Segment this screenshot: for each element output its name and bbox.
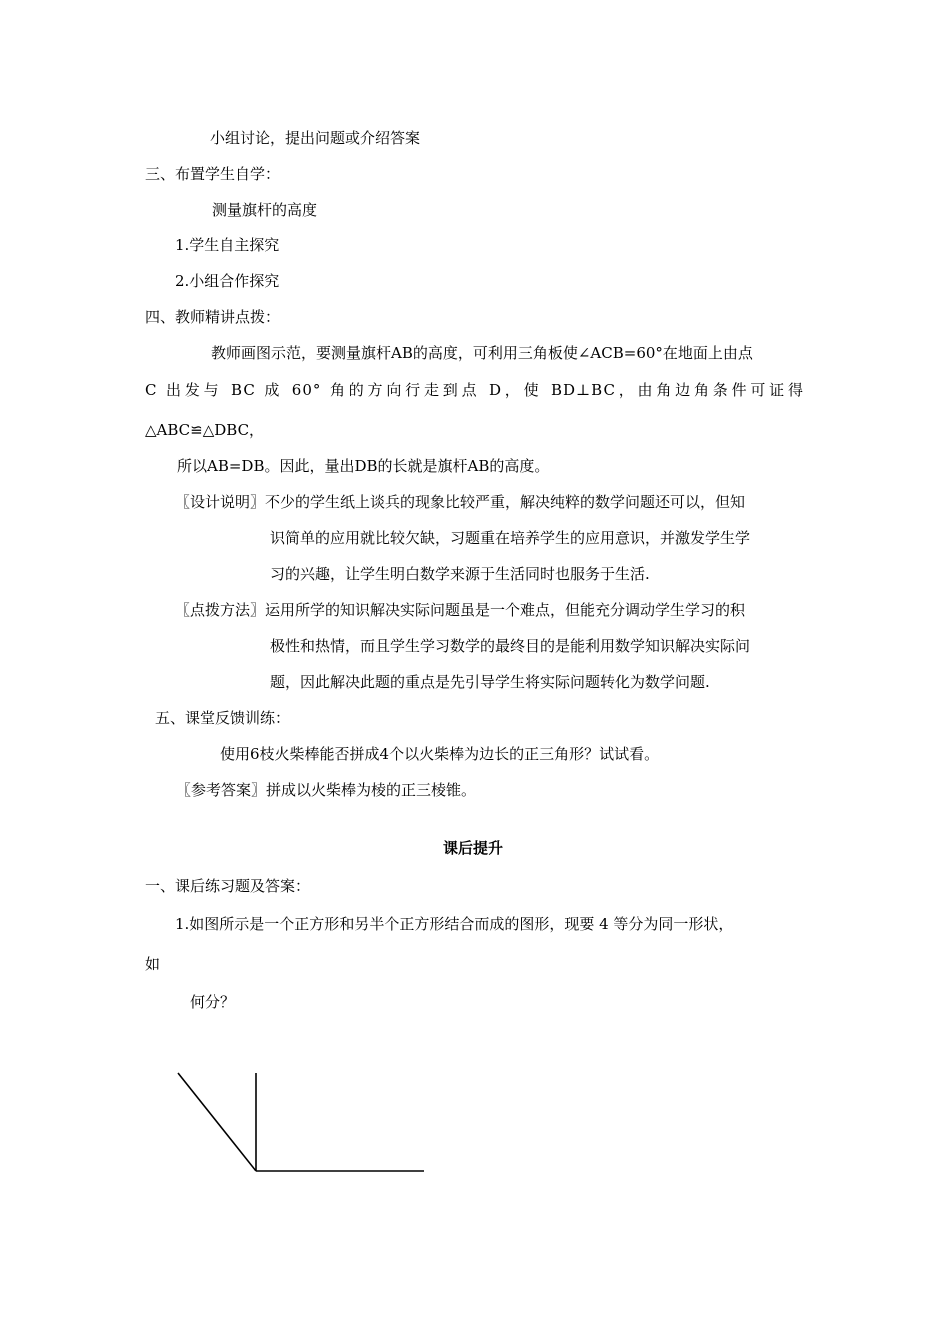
section-heading-1: 一、课后练习题及答案： (145, 877, 311, 895)
list-item: 2.小组合作探究 (175, 272, 280, 290)
question-line: 如 (145, 955, 161, 973)
text-line: 所以AB=DB。因此，量出DB的长就是旗杆AB的高度。 (177, 457, 550, 475)
text-line: 测量旗杆的高度 (212, 201, 318, 219)
text-line: 使用6枝火柴棒能否拼成4个以火柴棒为边长的正三角形？试试看。 (220, 745, 660, 763)
section-heading-3: 三、布置学生自学： (145, 165, 281, 183)
method-note-cont: 题，因此解决此题的重点是先引导学生将实际问题转化为数学问题. (270, 673, 710, 691)
method-note: 〖点拨方法〗运用所学的知识解决实际问题虽是一个难点，但能充分调动学生学习的积 (175, 601, 746, 619)
design-note-cont: 识简单的应用就比较欠缺，习题重在培养学生的应用意识，并激发学生学 (270, 529, 751, 547)
text-line: C 出发与 BC 成 60° 角的方向行走到点 D，使 BD⊥BC，由角边角条件可证得 (145, 381, 804, 399)
diagonal-line (178, 1073, 256, 1171)
question-line: 何分？ (190, 993, 236, 1011)
list-item: 1.学生自主探究 (175, 236, 280, 254)
design-note: 〖设计说明〗不少的学生纸上谈兵的现象比较严重，解决纯粹的数学问题还可以，但知 (175, 493, 746, 511)
page-section-title: 课后提升 (443, 839, 504, 857)
text-line: 小组讨论，提出问题或介绍答案 (210, 129, 421, 147)
method-note-cont: 极性和热情，而且学生学习数学的最终目的是能利用数学知识解决实际问 (270, 637, 751, 655)
text-line: △ABC≌△DBC， (145, 421, 265, 439)
section-heading-5: 五、课堂反馈训练： (155, 709, 291, 727)
text-line: 教师画图示范，要测量旗杆AB的高度，可利用三角板使∠ACB=60°在地面上由点 (211, 344, 753, 362)
section-heading-4: 四、教师精讲点拨： (145, 308, 281, 326)
question-line: 1.如图所示是一个正方形和另半个正方形结合而成的图形，现要 4 等分为同一形状， (175, 915, 734, 933)
answer-note: 〖参考答案〗拼成以火柴棒为棱的正三棱锥。 (176, 781, 477, 799)
design-note-cont: 习的兴趣，让学生明白数学来源于生活同时也服务于生活. (270, 565, 650, 583)
